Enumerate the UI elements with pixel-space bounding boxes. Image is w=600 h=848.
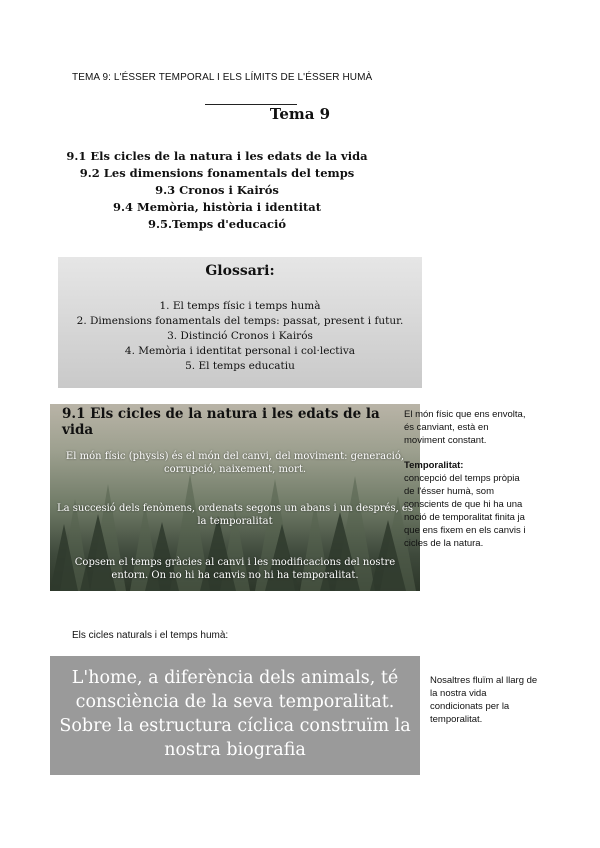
section-label: Els cicles naturals i el temps humà: (72, 630, 229, 641)
glossary-box (58, 257, 422, 388)
document-header: TEMA 9: L'ÉSSER TEMPORAL I ELS LÍMITS DE L'ÉSSER HUMÀ (72, 72, 373, 83)
toc-item: 9.1 Els cicles de la natura i les edats de la vida (66, 149, 368, 163)
page-title: Tema 9 (269, 105, 331, 123)
term-label: Temporalitat: (404, 460, 464, 471)
forest-paragraph-2: La succesió dels fenòmens, ordenats segons un abans i un després, és la temporalitat (57, 503, 413, 527)
table-of-contents (0, 148, 434, 233)
glossary-item: 1. El temps físic i temps humà (159, 300, 321, 312)
glossary-list (58, 299, 422, 374)
toc-item: 9.5.Temps d'educació (147, 217, 287, 231)
glossary-item: 4. Memòria i identitat personal i col·lectiva (124, 345, 356, 357)
glossary-item: 5. El temps educatiu (185, 360, 295, 372)
glossary-title: Glossari: (205, 263, 275, 279)
forest-slide (50, 404, 420, 591)
forest-paragraph-1: El món físic (physis) és el món del canvi, del moviment: generació, corrupció, naixement, mort. (65, 451, 405, 475)
side-note-2: Nosaltres fluïm al llarg de la nostra vida condicionats per la temporalitat. (430, 675, 538, 725)
toc-item: 9.2 Les dimensions fonamentals del temps (79, 166, 355, 180)
quote-box: L'home, a diferència dels animals, té consciència de la seva temporalitat. Sobre la estructura cíclica construïm la nostra biografia (50, 656, 420, 775)
forest-slide-title: 9.1 Els cicles de la natura i les edats de la vida (62, 406, 380, 438)
term-definition: concepció del temps pròpia de l'ésser humà, som conscients de que hi ha una noció de temporalitat finita ja que ens fixem en els canvis i cicles de la natura. (404, 473, 526, 549)
side-note-text: El món físic que ens envolta, és canviant, està en moviment constant. (404, 409, 526, 446)
toc-item: 9.3 Cronos i Kairós (155, 183, 279, 197)
glossary-item: 2. Dimensions fonamentals del temps: passat, present i futur. (76, 315, 404, 327)
glossary-item: 3. Distinció Cronos i Kairós (167, 330, 313, 342)
side-note-1 (404, 408, 529, 550)
toc-item: 9.4 Memòria, història i identitat (112, 200, 322, 214)
forest-paragraph-3: Copsem el temps gràcies al canvi i les modificacions del nostre entorn. On no hi ha canvis no hi ha temporalitat. (74, 557, 396, 581)
